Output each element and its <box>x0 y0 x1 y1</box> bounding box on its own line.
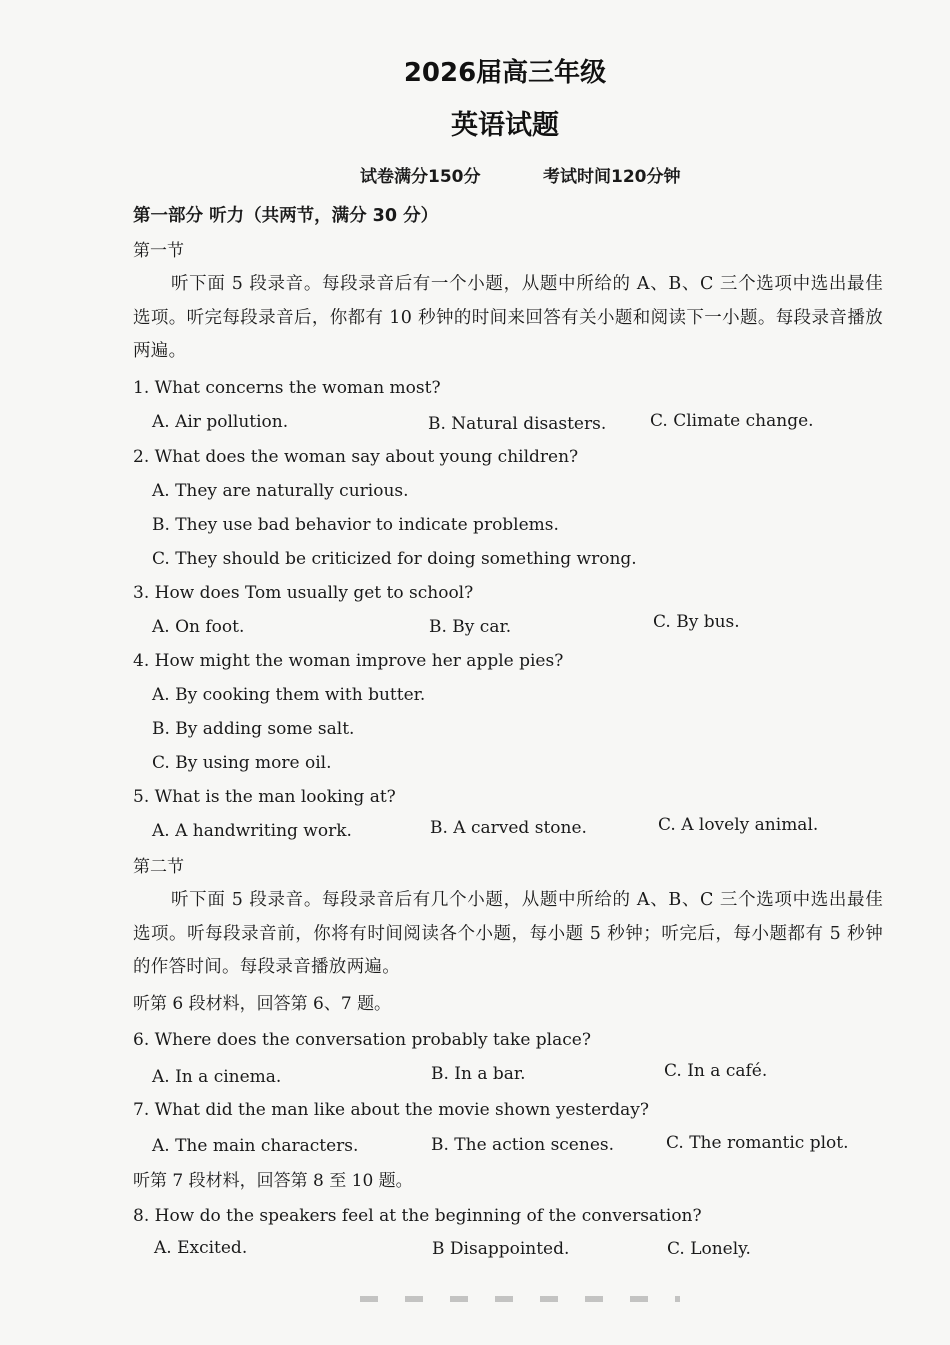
q2-stem: 2. What does the woman say about young children? <box>133 447 579 467</box>
q3-option-c: C. By bus. <box>653 612 740 632</box>
q6-option-b: B. In a bar. <box>431 1064 526 1084</box>
section1-label: 第一节 <box>133 241 184 261</box>
material6-instruction: 听第 6 段材料，回答第 6、7 题。 <box>133 994 392 1014</box>
exam-grade-title: 2026届高三年级 <box>403 58 607 88</box>
q5-stem: 5. What is the man looking at? <box>133 787 396 807</box>
q4-option-a: A. By cooking them with butter. <box>152 685 426 705</box>
q3-option-b: B. By car. <box>429 617 512 637</box>
q5-option-b: B. A carved stone. <box>430 818 587 838</box>
page-footer-smudge <box>360 1296 680 1302</box>
q2-option-c: C. They should be criticized for doing something wrong. <box>152 549 637 569</box>
section1-instructions: 听下面 5 段录音。每段录音后有一个小题，从题中所给的 A、B、C 三个选项中选出最佳选项。听完每段录音后，你都有 10 秒钟的时间来回答有关小题和阅读下一小题。每段录音播放两遍。 <box>133 274 883 361</box>
q1-option-b: B. Natural disasters. <box>428 414 607 434</box>
section2-instructions: 听下面 5 段录音。每段录音后有几个小题，从题中所给的 A、B、C 三个选项中选出最佳选项。听每段录音前，你将有时间阅读各个小题，每小题 5 秒钟；听完后，每小题都有 5 秒钟的作答时间。每段录音播放两遍。 <box>133 890 883 977</box>
q8-option-b: B Disappointed. <box>432 1239 570 1259</box>
q2-option-b: B. They use bad behavior to indicate problems. <box>152 515 559 535</box>
material7-instruction: 听第 7 段材料，回答第 8 至 10 题。 <box>133 1171 413 1191</box>
q2-option-a: A. They are naturally curious. <box>152 481 409 501</box>
q3-stem: 3. How does Tom usually get to school? <box>133 583 474 603</box>
full-score-note: 试卷满分150分 <box>360 167 481 187</box>
q3-option-a: A. On foot. <box>152 617 245 637</box>
q8-option-a: A. Excited. <box>154 1238 248 1258</box>
q7-option-b: B. The action scenes. <box>431 1135 615 1155</box>
section2-label: 第二节 <box>133 857 184 877</box>
q4-option-b: B. By adding some salt. <box>152 719 355 739</box>
q1-stem: 1. What concerns the woman most? <box>133 378 441 398</box>
q7-stem: 7. What did the man like about the movie shown yesterday? <box>133 1100 650 1120</box>
q4-option-c: C. By using more oil. <box>152 753 332 773</box>
q7-option-a: A. The main characters. <box>152 1136 359 1156</box>
q4-stem: 4. How might the woman improve her apple pies? <box>133 651 564 671</box>
q8-stem: 8. How do the speakers feel at the beginning of the conversation? <box>133 1206 702 1226</box>
q7-option-c: C. The romantic plot. <box>666 1133 849 1153</box>
q6-option-c: C. In a café. <box>664 1061 768 1081</box>
q1-option-c: C. Climate change. <box>650 411 814 431</box>
q6-stem: 6. Where does the conversation probably take place? <box>133 1030 591 1050</box>
part1-heading: 第一部分 听力（共两节，满分 30 分） <box>133 206 439 226</box>
q1-option-a: A. Air pollution. <box>152 412 289 432</box>
q6-option-a: A. In a cinema. <box>152 1067 282 1087</box>
q5-option-c: C. A lovely animal. <box>658 815 819 835</box>
q8-option-c: C. Lonely. <box>667 1239 751 1259</box>
exam-subject-title: 英语试题 <box>451 110 559 141</box>
exam-time-note: 考试时间120分钟 <box>543 167 681 187</box>
q5-option-a: A. A handwriting work. <box>152 821 352 841</box>
